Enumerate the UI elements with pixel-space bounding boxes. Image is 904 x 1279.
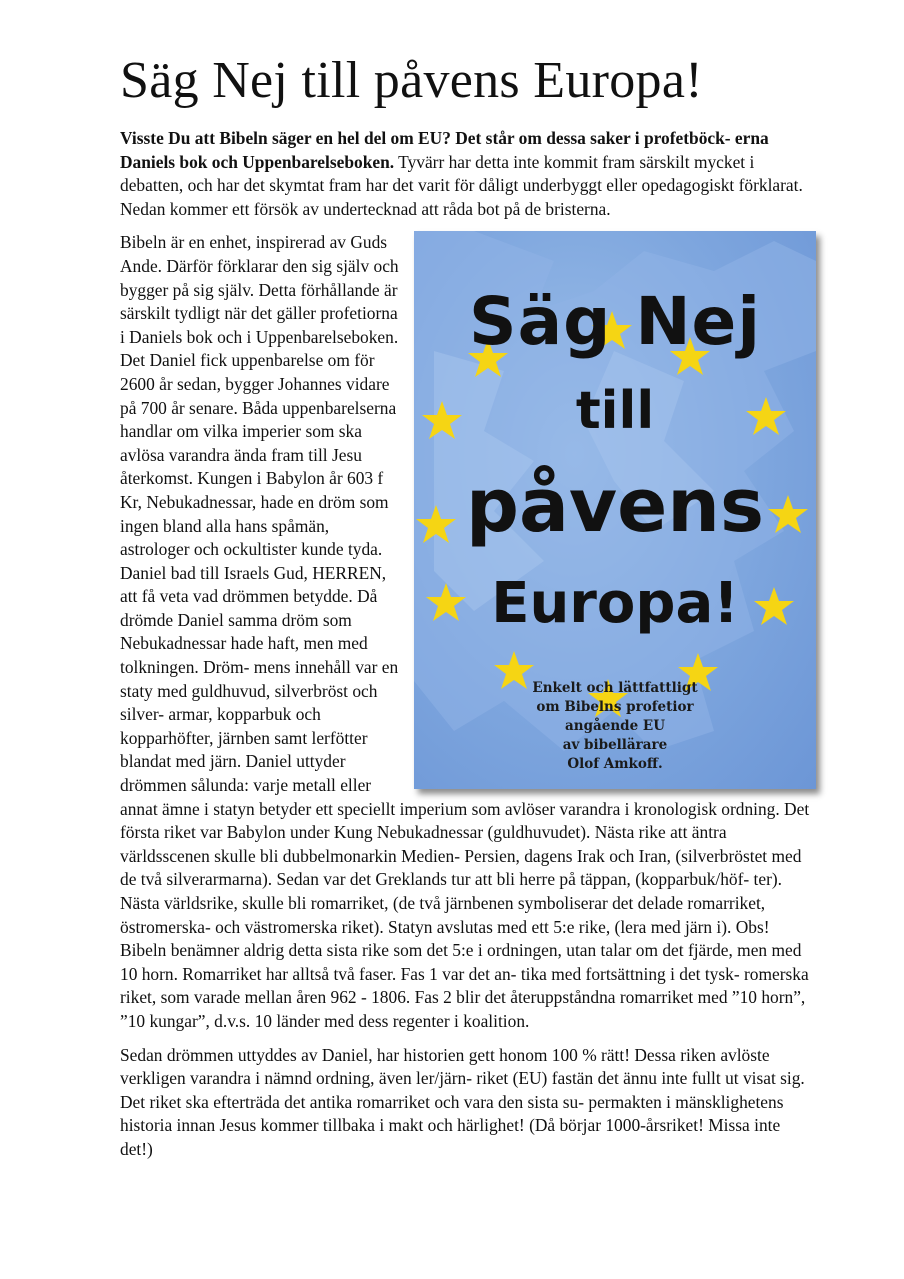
page-title: Säg Nej till påvens Europa! bbox=[120, 52, 703, 109]
cover-subtitle-line: om Bibelns profetior bbox=[536, 699, 694, 716]
cover-title-line-1: Säg Nej bbox=[469, 283, 761, 361]
cover-subtitle-line: angående EU bbox=[565, 718, 665, 735]
book-cover-image bbox=[414, 231, 816, 789]
intro-paragraph bbox=[120, 127, 810, 221]
closing-paragraph: Sedan drömmen uttyddes av Daniel, har historien gett honom 100 % rätt! Dessa riken avlöste verkligen varandra i nämnd ordning, även ler/järn- riket (EU) fastän det ännu inte fullt ut visat sig. Det riket ska efterträda det antika romarriket och vara den sista su- permakten i mänsklighetens historia innan Jesus kommer tillbaka i makt och härlighet! (Då börjar 1000-årsriket! Missa inte det!) bbox=[120, 1044, 805, 1159]
body-paragraph: Bibeln är en enhet, inspirerad av Guds Ande. Därför förklarar den sig själv och bygger på sig själv. Detta förhållande är särskilt tydligt när det gäller profetiorna i Daniels bok och i Uppenbarelseboken. Det Daniel fick uppenbarelse om för 2600 år sedan, bygger Johannes vidare på 700 år senare. Båda uppenbarelserna handlar om vilka imperier som ska avlösa varandra ända fram till Jesu återkomst. Kungen i Babylon år 603 f Kr, Nebukadnessar, hade en dröm som ingen bland alla hans spåmän, astrologer och ockultister kunde tyda. Daniel bad till Israels Gud, HERREN, att få veta vad drömmen betydde. Då drömde Daniel samma dröm som Nebukadnessar hade haft, men med tolkningen. Dröm- mens innehåll var en staty med guldhuvud, silverbröst och silver- armar, kopparbuk och kopparhöfter, järnben samt lerfötter blandat med järn. Daniel uttyder drömmen sålunda: varje metall eller annat ämne i statyn betyder ett speciellt imperium som avlöser varandra i kronologisk ordning. Det första riket var Babylon under Kung Nebukadnessar (guldhuvudet). Nästa rike att äntra världsscenen skulle bli dubbelmonarkin Medien- Persien, dagens Irak och Iran, (silverbröstet med de två silverarmarna). Sedan var det Greklands tur att bli herre på täppan, (kopparbuk/höf- ter). Nästa världsrike, skulle bli romarriket, (de två järnbenen symboliserar det delade romarriket, östromerska- och västromerska riket). Statyn avslutas med ett 5:e rike, (lera med järn i). Obs! Bibeln benämner aldrig detta sista rike som det 5:e i ordningen, utan talar om det fjärde, men med 10 horn. Romarriket har alltså två faser. Fas 1 var det an- tika med fortsättning i det tysk- romerska riket, som varade mellan åren 962 - 1806. Fas 2 blir det återuppståndna romarriket med ”10 horn”, ”10 kungar”, d.v.s. 10 länder med dess regenter i koalition. bbox=[120, 232, 810, 1031]
cover-title-line-3: påvens bbox=[465, 463, 765, 550]
cover-subtitle bbox=[414, 679, 816, 774]
cover-subtitle-line: av bibellärare bbox=[562, 737, 668, 754]
intro-bold-text: Visste Du att Bibeln säger en hel del om EU? Det står om dessa saker i profetböck- erna Daniels bok och Uppenbarelseboken. bbox=[120, 128, 769, 172]
cover-title-line-4: Europa! bbox=[491, 571, 739, 637]
cover-subtitle-line: Enkelt och lättfattligt bbox=[532, 680, 698, 697]
article bbox=[120, 40, 810, 1172]
cover-title-line-2: till bbox=[575, 381, 655, 442]
cover-subtitle-line: Olof Amkoff. bbox=[567, 756, 663, 773]
intro-text: Tyvärr har detta inte kommit fram särskilt mycket i debatten, och har det skymtat fram har det varit för dåligt underbyggt eller opedagogiskt förklarat. Nedan kommer ett försök av undertecknad att råda bot på de bristerna. bbox=[120, 151, 803, 219]
